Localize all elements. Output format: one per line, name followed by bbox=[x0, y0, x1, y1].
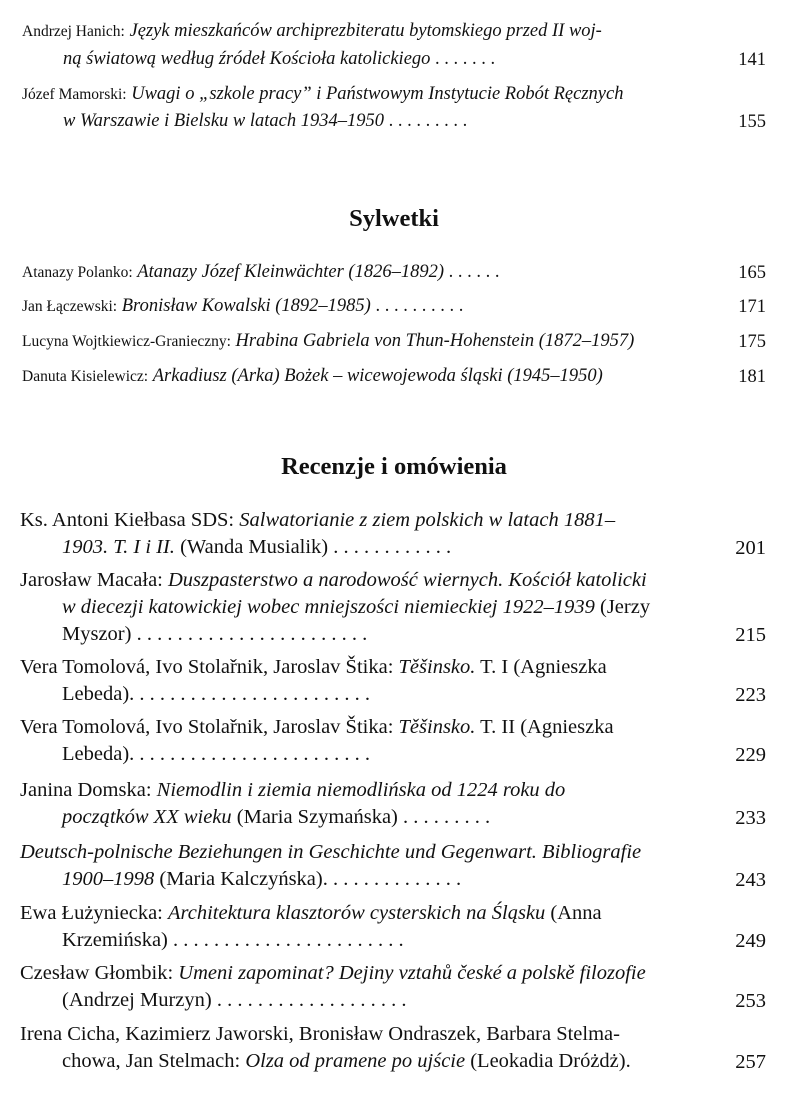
leader-dots: . . . . . . . . . . . . . bbox=[332, 868, 462, 890]
entry-line-1 bbox=[20, 657, 607, 678]
entry-author-cont: chowa, Jan Stelmach: bbox=[62, 1050, 241, 1072]
entry-title-cont: 1900–1998 bbox=[62, 868, 155, 890]
entry-reviewer: (Anna bbox=[550, 902, 602, 924]
entry-author: Jarosław Macała: bbox=[20, 569, 163, 591]
entry-title-cont: 1903. T. I i II. bbox=[62, 536, 175, 558]
entry-title: Niemodlin i ziemia niemodlińska od 1224 roku do bbox=[156, 779, 566, 801]
entry-line bbox=[22, 263, 500, 282]
entry-line bbox=[22, 332, 634, 351]
entry-line-1 bbox=[20, 570, 647, 591]
entry-title-cont: ną światową według źródeł Kościoła katolickiego bbox=[63, 49, 431, 69]
entry-author: Józef Mamorski: bbox=[22, 86, 127, 103]
entry-title: Atanazy Józef Kleinwächter (1826–1892) bbox=[137, 262, 445, 282]
entry-volume: T. I (Agnieszka bbox=[480, 656, 607, 678]
entry-author: Vera Tomolová, Ivo Stolařnik, Jaroslav Štika: bbox=[20, 716, 394, 738]
leader-dots: . . . . . . . . . . . . . . . . . . . . . . . bbox=[139, 683, 371, 705]
entry-reviewer: (Wanda Musialik) bbox=[180, 536, 329, 558]
entry-title: Arkadiusz (Arka) Bożek – wicewojewoda śląski (1945–1950) bbox=[152, 366, 603, 386]
entry-author: Andrzej Hanich: bbox=[22, 23, 125, 40]
entry-title: Salwatorianie z ziem polskich w latach 1881– bbox=[239, 509, 616, 531]
page-number: 257 bbox=[735, 1051, 766, 1073]
page-number: 215 bbox=[735, 624, 766, 646]
entry-title-cont: w Warszawie i Bielsku w latach 1934–1950 bbox=[63, 111, 385, 131]
entry-title: Těšinsko. bbox=[398, 716, 476, 738]
entry-line-2 bbox=[63, 112, 467, 131]
page-number: 201 bbox=[735, 537, 766, 559]
entry-title: Uwagi o „szkole pracy” i Państwowym Instytucie Robót Ręcznych bbox=[131, 84, 624, 104]
entry-author: Irena Cicha, Kazimierz Jaworski, Bronisław Ondraszek, Barbara Stelma- bbox=[20, 1023, 620, 1045]
entry-title: Architektura klasztorów cysterskich na Śląsku bbox=[167, 902, 546, 924]
entry-reviewer: (Maria Kalczyńska). bbox=[159, 868, 328, 890]
leader-dots: . . . . . . . . . . . . . . . . . . . . . . . bbox=[139, 743, 371, 765]
entry-reviewer: (Andrzej Murzyn) bbox=[62, 989, 212, 1011]
entry-title: Deutsch-polnische Beziehungen in Geschichte und Gegenwart. Bibliografie bbox=[20, 841, 642, 863]
entry-line-1 bbox=[22, 22, 602, 41]
leader-dots: . . . . . . . . . . . . . . . . . . . bbox=[216, 989, 407, 1011]
page-number: 229 bbox=[735, 744, 766, 766]
entry-title: Bronisław Kowalski (1892–1985) bbox=[121, 296, 371, 316]
entry-reviewer-cont: Myszor) bbox=[62, 623, 132, 645]
entry-title-cont: w diecezji katowickiej wobec mniejszości niemieckiej 1922–1939 bbox=[62, 596, 595, 618]
entry-author: Janina Domska: bbox=[20, 779, 152, 801]
entry-title: Olza od pramene po ujście bbox=[245, 1050, 466, 1072]
entry-line-2 bbox=[62, 537, 451, 558]
entry-line-1 bbox=[20, 903, 602, 924]
leader-dots: . . . . . . . . . . bbox=[375, 296, 464, 316]
entry-reviewer: (Jerzy bbox=[600, 596, 651, 618]
entry-title: Umeni zapominat? Dejiny vztahů české a polskě filozofie bbox=[178, 962, 646, 984]
leader-dots: . . . . . . . . . . . . bbox=[333, 536, 452, 558]
entry-line-2 bbox=[62, 990, 406, 1011]
page-number: 243 bbox=[735, 869, 766, 891]
section-heading-sylwetki: Sylwetki bbox=[349, 205, 439, 232]
page-number: 233 bbox=[735, 807, 766, 829]
entry-line-2 bbox=[62, 869, 461, 890]
entry-line-2 bbox=[62, 597, 650, 618]
entry-title: Duszpasterstwo a narodowość wiernych. Kościół katolicki bbox=[168, 569, 647, 591]
entry-line bbox=[22, 367, 603, 386]
entry-author: Danuta Kisielewicz: bbox=[22, 368, 149, 385]
entry-reviewer-cont: Krzemińska) bbox=[62, 929, 168, 951]
entry-author: Vera Tomolová, Ivo Stolařnik, Jaroslav Štika: bbox=[20, 656, 394, 678]
entry-reviewer: (Maria Szymańska) bbox=[236, 806, 398, 828]
entry-author: Ks. Antoni Kiełbasa SDS: bbox=[20, 509, 235, 531]
entry-line-1 bbox=[20, 717, 614, 738]
page-number: 165 bbox=[738, 263, 766, 283]
entry-reviewer: (Leokadia Dróżdż). bbox=[470, 1050, 631, 1072]
entry-line-2 bbox=[63, 50, 495, 69]
page-number: 175 bbox=[738, 332, 766, 352]
entry-volume: T. II (Agnieszka bbox=[480, 716, 614, 738]
page-number: 171 bbox=[738, 297, 766, 317]
page-number: 181 bbox=[738, 367, 766, 387]
entry-title-cont: początków XX wieku bbox=[62, 806, 232, 828]
entry-title: Hrabina Gabriela von Thun-Hohenstein (1872–1957) bbox=[235, 331, 635, 351]
section-heading-recenzje: Recenzje i omówienia bbox=[281, 453, 507, 480]
page-number: 223 bbox=[735, 684, 766, 706]
leader-dots: . . . . . . . . . . . . . . . . . . . . . . . bbox=[136, 623, 368, 645]
entry-line bbox=[22, 297, 463, 316]
entry-author: Ewa Łużyniecka: bbox=[20, 902, 163, 924]
page-number: 249 bbox=[735, 930, 766, 952]
leader-dots: . . . . . . . . . bbox=[388, 111, 468, 131]
entry-line-2 bbox=[62, 1051, 631, 1072]
entry-line-1 bbox=[22, 85, 623, 104]
entry-line-1 bbox=[20, 963, 646, 984]
entry-line-3 bbox=[62, 624, 367, 645]
entry-author: Jan Łączewski: bbox=[22, 298, 118, 315]
entry-reviewer: Lebeda). bbox=[62, 743, 135, 765]
entry-reviewer: Lebeda). bbox=[62, 683, 135, 705]
leader-dots: . . . . . . . bbox=[435, 49, 496, 69]
page-number: 253 bbox=[735, 990, 766, 1012]
entry-title: Těšinsko. bbox=[398, 656, 476, 678]
entry-line-1 bbox=[20, 780, 565, 801]
page-number: 155 bbox=[738, 112, 766, 132]
entry-line-2 bbox=[62, 807, 490, 828]
entry-author: Atanazy Polanko: bbox=[22, 264, 133, 281]
leader-dots: . . . . . . . . . . . . . . . . . . . . . . . bbox=[173, 929, 404, 951]
entry-line-1 bbox=[20, 1024, 620, 1045]
leader-dots: . . . . . . bbox=[448, 262, 500, 282]
entry-line-2 bbox=[62, 684, 370, 705]
entry-author: Lucyna Wojtkiewicz-Granieczny: bbox=[22, 333, 231, 350]
entry-line-2 bbox=[62, 930, 404, 951]
entry-line-1 bbox=[20, 510, 615, 531]
entry-author: Czesław Głombik: bbox=[20, 962, 174, 984]
entry-line-2 bbox=[62, 744, 370, 765]
leader-dots: . . . . . . . . . bbox=[403, 806, 491, 828]
page-number: 141 bbox=[738, 50, 766, 70]
entry-title: Język mieszkańców archiprezbiteratu bytomskiego przed II woj- bbox=[129, 21, 602, 41]
entry-line-1 bbox=[20, 842, 641, 863]
